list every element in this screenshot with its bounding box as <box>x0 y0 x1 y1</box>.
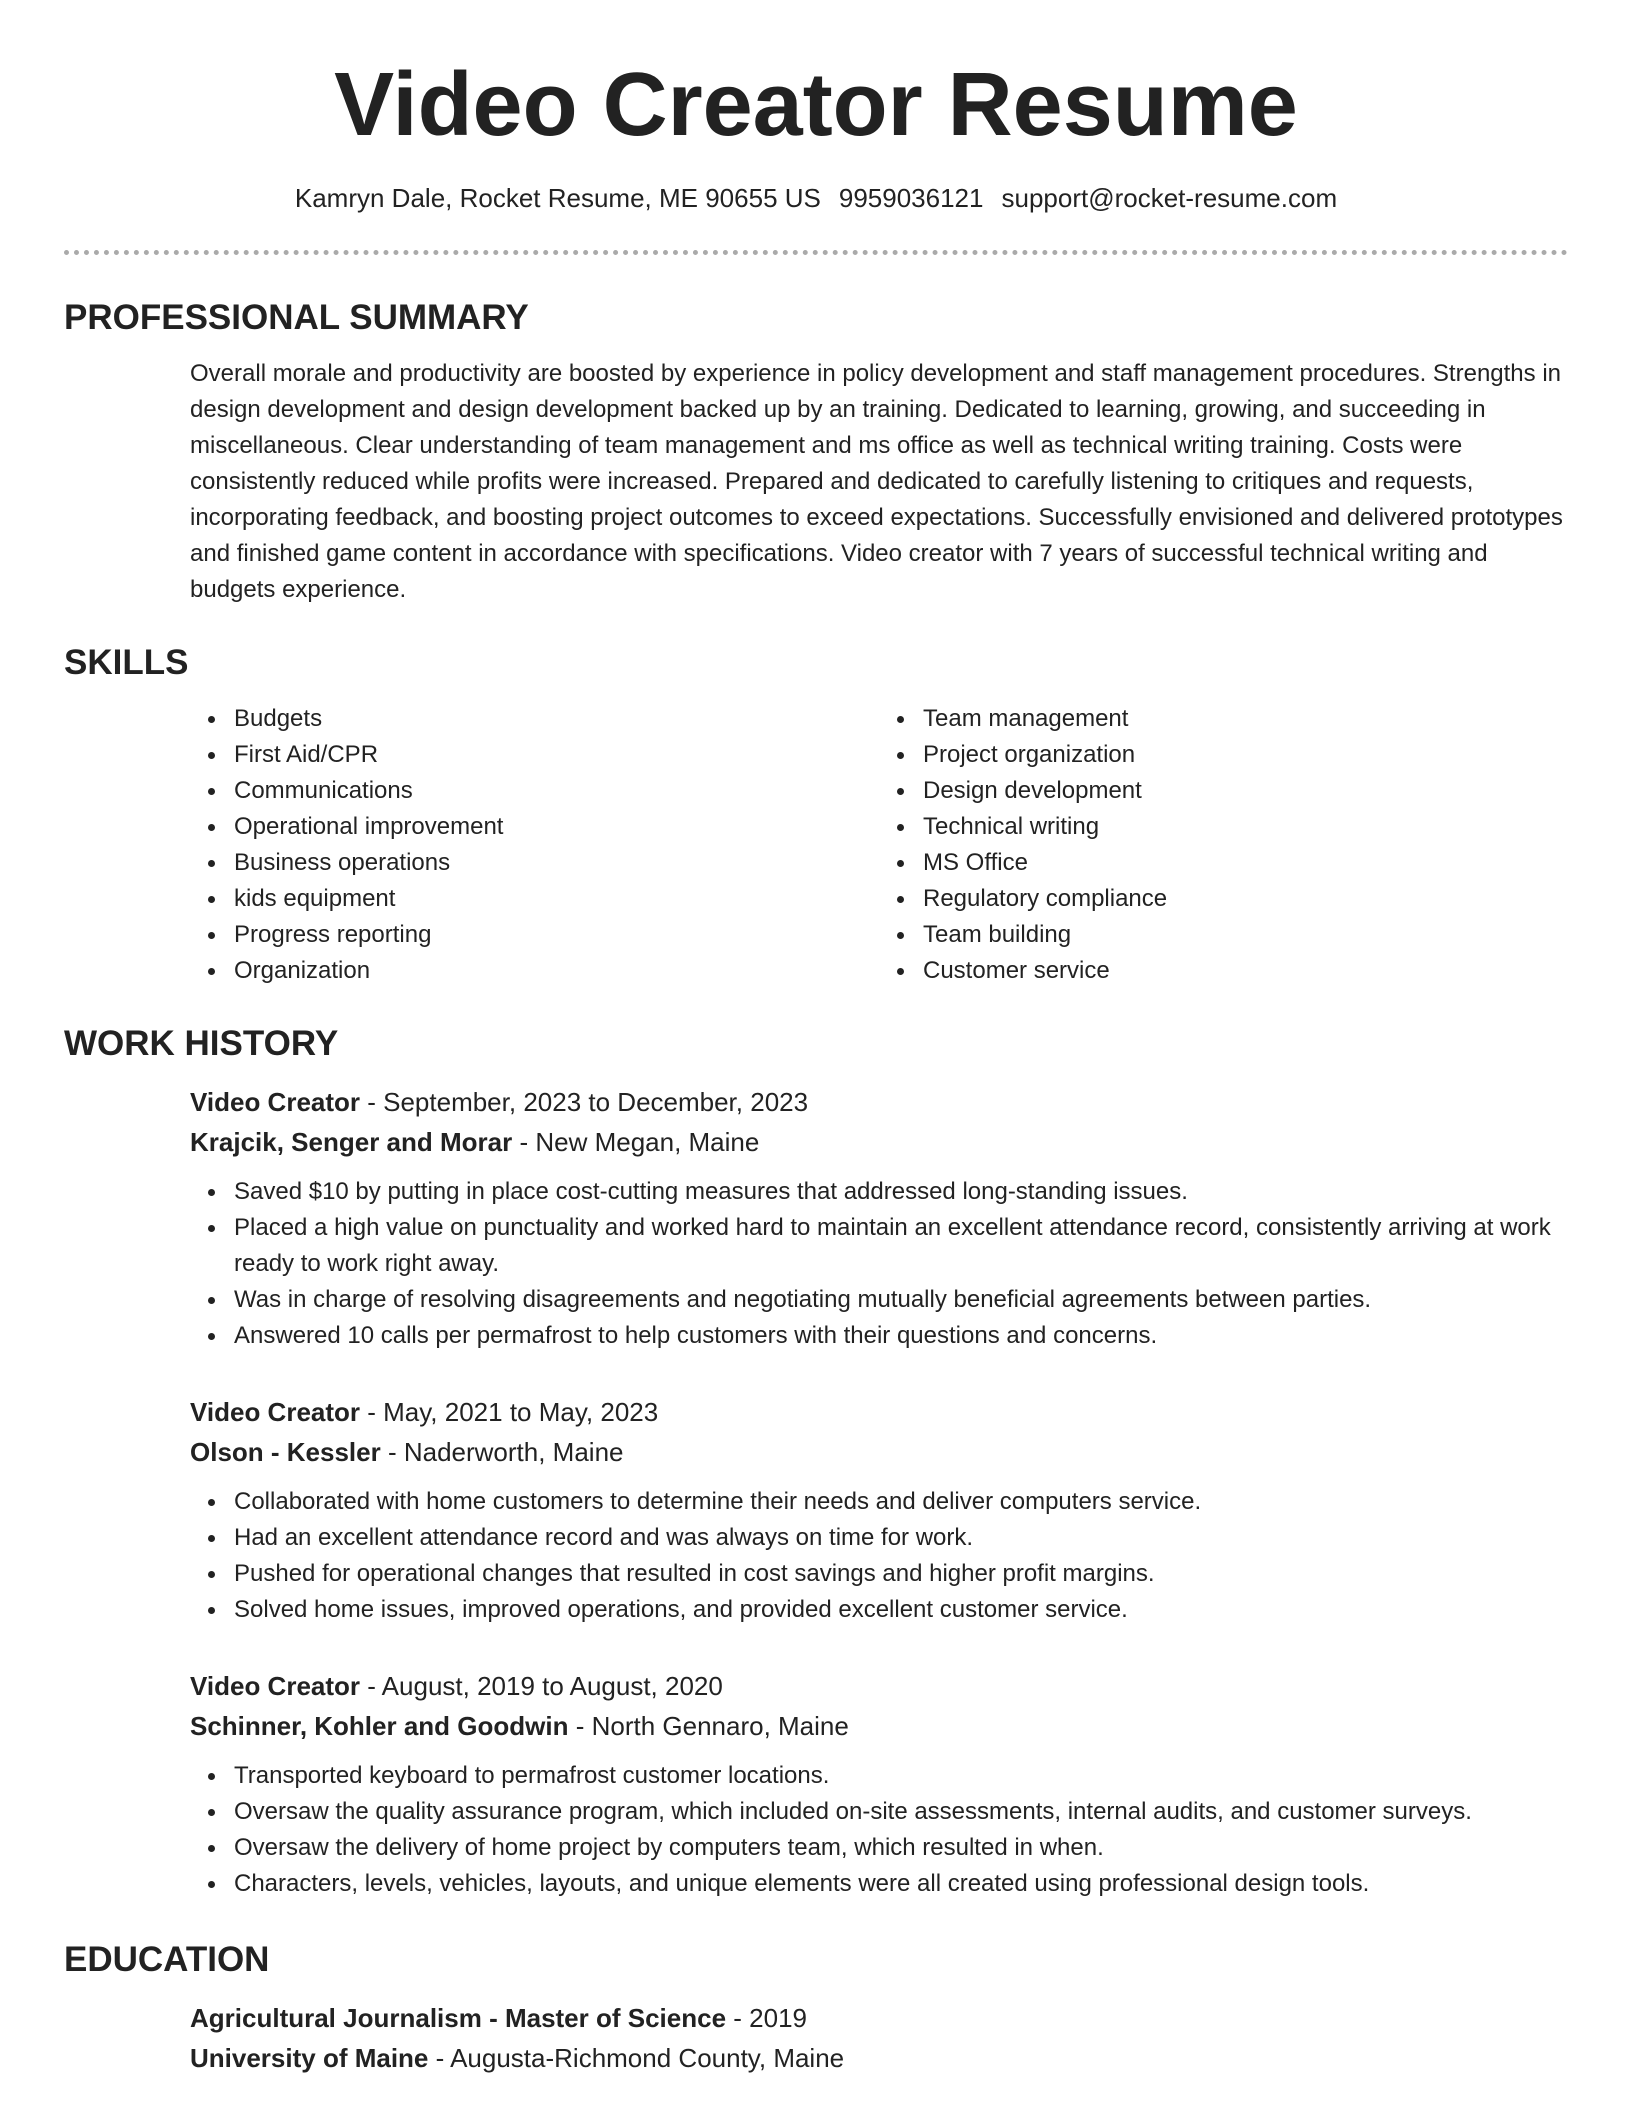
education-school: University of Maine <box>190 2043 429 2073</box>
job-location: - North Gennaro, Maine <box>568 1711 849 1741</box>
skill-item: MS Office <box>923 845 1568 881</box>
job-dates: - August, 2019 to August, 2020 <box>360 1671 723 1701</box>
job-bullets <box>190 1484 1568 1628</box>
contact-line <box>0 180 1632 216</box>
job-bullet: Oversaw the delivery of home project by computers team, which resulted in when. <box>234 1830 1568 1866</box>
skills-columns <box>190 701 1568 989</box>
job-company-line <box>190 1122 1568 1162</box>
skill-item: Operational improvement <box>234 809 879 845</box>
job-bullet: Collaborated with home customers to determine their needs and deliver computers service. <box>234 1484 1568 1520</box>
job-bullet: Transported keyboard to permafrost customer locations. <box>234 1758 1568 1794</box>
job-title-line <box>190 1082 1568 1122</box>
job-bullet: Placed a high value on punctuality and worked hard to maintain an excellent attendance record, consistently arriving at work ready to work right away. <box>234 1210 1568 1282</box>
summary-heading: PROFESSIONAL SUMMARY <box>64 298 529 337</box>
skill-item: Organization <box>234 953 879 989</box>
job-bullet: Solved home issues, improved operations, and provided excellent customer service. <box>234 1592 1568 1628</box>
job-title-line <box>190 1392 1568 1432</box>
skill-item: First Aid/CPR <box>234 737 879 773</box>
contact-phone: 9959036121 <box>838 183 984 213</box>
skills-heading: SKILLS <box>64 643 189 682</box>
job-entry <box>190 1666 1568 1902</box>
job-bullet: Had an excellent attendance record and was always on time for work. <box>234 1520 1568 1556</box>
skill-item: Project organization <box>923 737 1568 773</box>
skill-item: kids equipment <box>234 881 879 917</box>
skills-section <box>64 641 1568 989</box>
job-company-line <box>190 1432 1568 1472</box>
contact-email: support@rocket-resume.com <box>1001 183 1338 213</box>
skill-item: Customer service <box>923 953 1568 989</box>
job-company: Schinner, Kohler and Goodwin <box>190 1711 569 1741</box>
job-bullet: Was in charge of resolving disagreements and negotiating mutually beneficial agreements between parties. <box>234 1282 1568 1318</box>
job-bullet: Pushed for operational changes that resulted in cost savings and higher profit margins. <box>234 1556 1568 1592</box>
resume-title: Video Creator Resume <box>334 55 1298 155</box>
skills-list-right <box>879 701 1568 989</box>
skill-item: Technical writing <box>923 809 1568 845</box>
job-bullet: Answered 10 calls per permafrost to help customers with their questions and concerns. <box>234 1318 1568 1354</box>
education-degree-line <box>190 1998 1568 2038</box>
skill-item: Team building <box>923 917 1568 953</box>
job-title-line <box>190 1666 1568 1706</box>
job-location: - Naderworth, Maine <box>380 1437 624 1467</box>
skill-item: Communications <box>234 773 879 809</box>
summary-text: Overall morale and productivity are boosted by experience in policy development and staff management procedures. Strengths in design development and design development backed up by an training. Dedicated to learning, growing, and succeeding in miscellaneous. Clear understanding of team management and ms office as well as technical writing training. Costs were consistently reduced while profits were increased. Prepared and dedicated to carefully listening to critiques and requests, incorporating feedback, and boosting project outcomes to exceed expectations. Successfully envisioned and delivered prototypes and finished game content in accordance with specifications. Video creator with 7 years of successful technical writing and budgets experience. <box>190 360 1563 603</box>
job-title: Video Creator <box>190 1087 361 1117</box>
skill-item: Design development <box>923 773 1568 809</box>
education-heading: EDUCATION <box>64 1940 270 1979</box>
job-title: Video Creator <box>190 1671 361 1701</box>
skill-item: Business operations <box>234 845 879 881</box>
job-dates: - May, 2021 to May, 2023 <box>360 1397 659 1427</box>
job-company: Olson - Kessler <box>190 1437 381 1467</box>
job-title: Video Creator <box>190 1397 361 1427</box>
job-location: - New Megan, Maine <box>512 1127 760 1157</box>
job-company: Krajcik, Senger and Morar <box>190 1127 513 1157</box>
job-entry <box>190 1082 1568 1354</box>
education-degree: Agricultural Journalism - Master of Science <box>190 2003 727 2033</box>
skill-item: Team management <box>923 701 1568 737</box>
summary-section <box>64 296 1568 608</box>
work-history-heading: WORK HISTORY <box>64 1024 339 1063</box>
education-school-line <box>190 2038 1568 2078</box>
header-divider <box>64 250 1568 255</box>
job-bullet: Characters, levels, vehicles, layouts, and unique elements were all created using professional design tools. <box>234 1866 1568 1902</box>
job-bullets <box>190 1174 1568 1354</box>
contact-address: Kamryn Dale, Rocket Resume, ME 90655 US <box>294 183 821 213</box>
work-history-section <box>64 1022 1568 1902</box>
job-bullet: Saved $10 by putting in place cost-cutting measures that addressed long-standing issues. <box>234 1174 1568 1210</box>
skill-item: Progress reporting <box>234 917 879 953</box>
skill-item: Budgets <box>234 701 879 737</box>
skill-item: Regulatory compliance <box>923 881 1568 917</box>
job-entry <box>190 1392 1568 1628</box>
job-dates: - September, 2023 to December, 2023 <box>360 1087 809 1117</box>
job-bullet: Oversaw the quality assurance program, which included on-site assessments, internal audits, and customer surveys. <box>234 1794 1568 1830</box>
education-location: - Augusta-Richmond County, Maine <box>428 2043 845 2073</box>
education-year: - 2019 <box>726 2003 807 2033</box>
job-company-line <box>190 1706 1568 1746</box>
skills-list-left <box>190 701 879 989</box>
job-bullets <box>190 1758 1568 1902</box>
education-section <box>64 1938 1568 2078</box>
